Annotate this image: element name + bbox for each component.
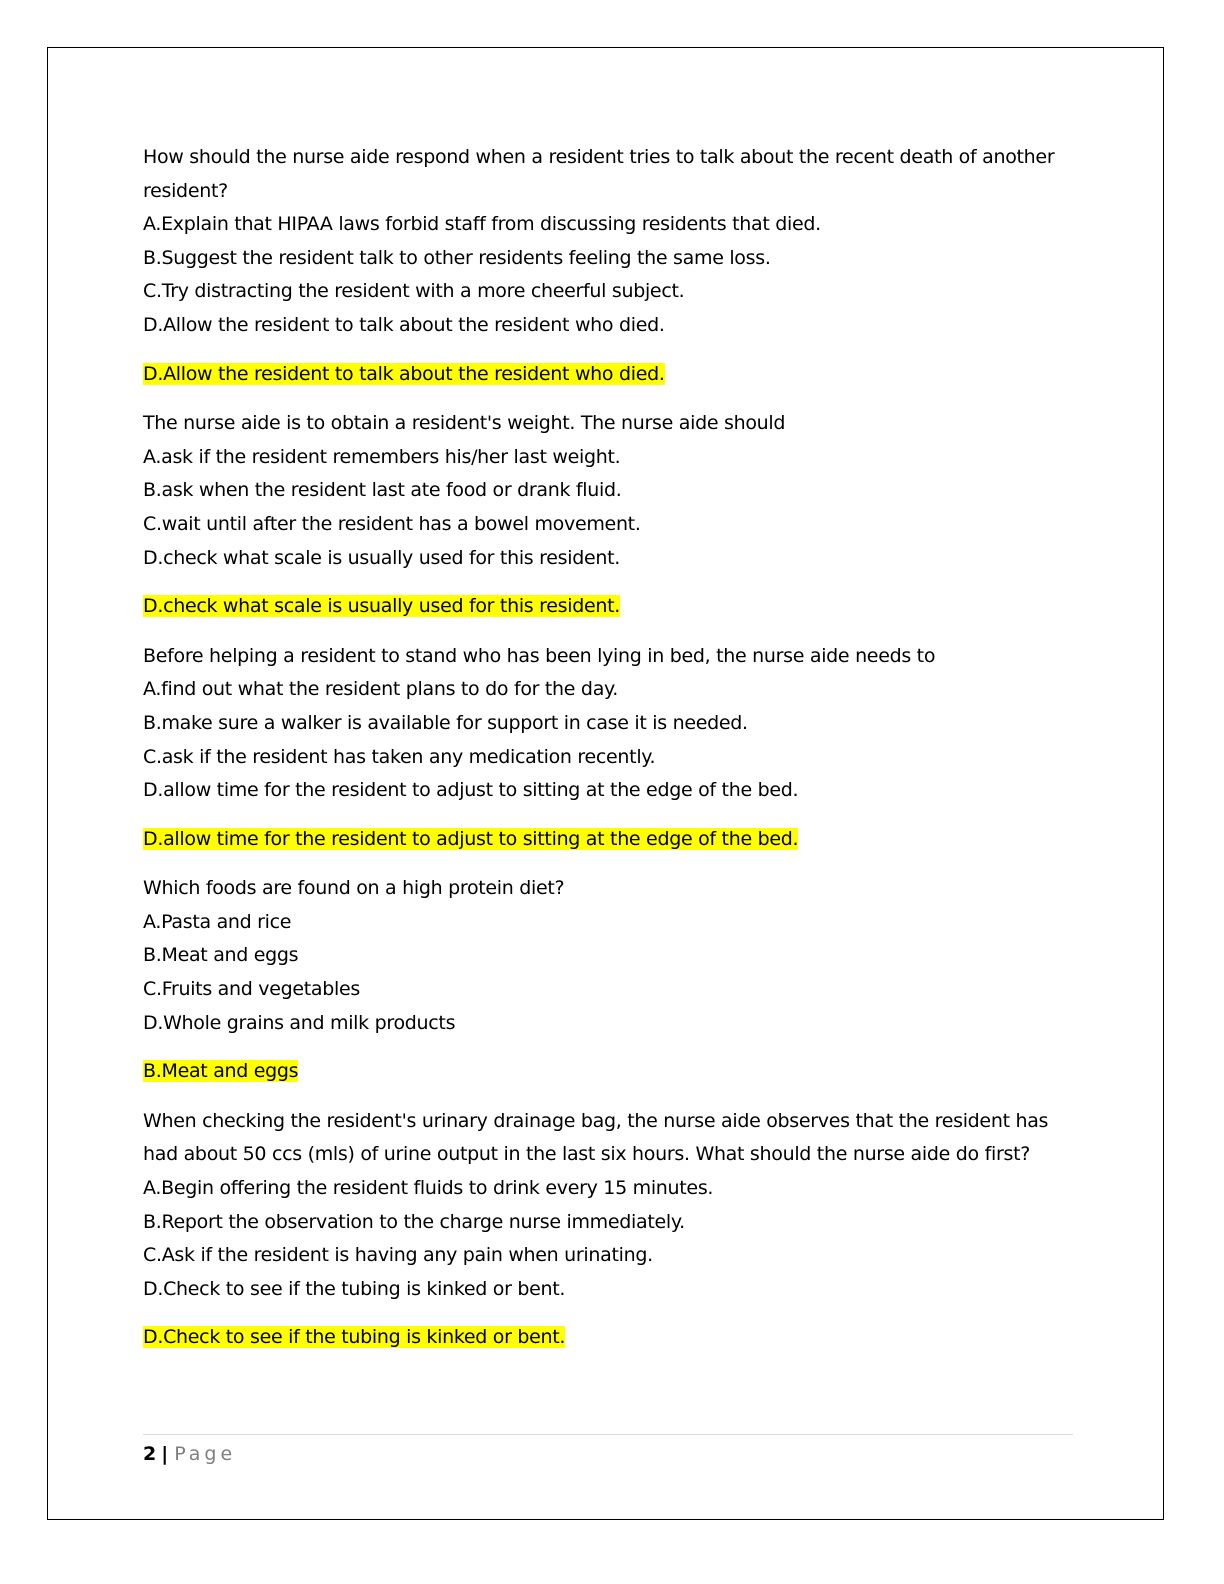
highlighted-answer: D.check what scale is usually used for this resident. bbox=[143, 595, 620, 618]
option-c: C.Ask if the resident is having any pain when urinating. bbox=[143, 1244, 653, 1267]
option-b: B.Report the observation to the charge nurse immediately. bbox=[143, 1210, 685, 1233]
option-a: A.find out what the resident plans to do for the day. bbox=[143, 678, 619, 701]
option-a: A.ask if the resident remembers his/her last weight. bbox=[143, 445, 621, 468]
option-c: C.wait until after the resident has a bowel movement. bbox=[143, 512, 641, 535]
option-d: D.check what scale is usually used for this resident. bbox=[143, 546, 620, 569]
question-text: Which foods are found on a high protein diet? bbox=[143, 877, 565, 900]
option-b: B.make sure a walker is available for support in case it is needed. bbox=[143, 711, 748, 734]
option-b: B.Suggest the resident talk to other residents feeling the same loss. bbox=[143, 246, 771, 269]
option-d: D.Whole grains and milk products bbox=[143, 1011, 456, 1034]
highlighted-answer: D.allow time for the resident to adjust to sitting at the edge of the bed. bbox=[143, 827, 799, 850]
question-block-1 bbox=[143, 141, 1073, 391]
question-text: How should the nurse aide respond when a resident tries to talk about the recent death of another resident? bbox=[143, 146, 1055, 202]
question-text: Before helping a resident to stand who has been lying in bed, the nurse aide needs to bbox=[143, 644, 936, 667]
page-number: 2 bbox=[143, 1443, 157, 1465]
footer-divider bbox=[143, 1434, 1073, 1435]
option-c: C.ask if the resident has taken any medication recently. bbox=[143, 745, 656, 768]
option-c: C.Try distracting the resident with a more cheerful subject. bbox=[143, 280, 685, 303]
highlighted-answer: B.Meat and eggs bbox=[143, 1060, 299, 1083]
answer-line bbox=[143, 1055, 1073, 1089]
option-d: D.Allow the resident to talk about the resident who died. bbox=[143, 313, 665, 336]
question-text: When checking the resident's urinary drainage bag, the nurse aide observes that the resident has had about 50 ccs (mls) of urine output in the last six hours. What should the nurse aide do first? bbox=[143, 1109, 1049, 1166]
answer-line bbox=[143, 358, 1073, 392]
option-b: B.ask when the resident last ate food or drank fluid. bbox=[143, 479, 622, 502]
option-d: D.allow time for the resident to adjust to sitting at the edge of the bed. bbox=[143, 779, 799, 802]
footer-separator: | bbox=[161, 1443, 169, 1465]
question-block-5 bbox=[143, 1105, 1073, 1355]
answer-line bbox=[143, 590, 1073, 624]
answer-line bbox=[143, 1321, 1073, 1355]
option-d: D.Check to see if the tubing is kinked or bent. bbox=[143, 1277, 566, 1300]
answer-line bbox=[143, 823, 1073, 857]
page-footer bbox=[143, 1440, 236, 1468]
option-a: A.Pasta and rice bbox=[143, 910, 292, 933]
question-block-2 bbox=[143, 407, 1073, 624]
highlighted-answer: D.Check to see if the tubing is kinked or bent. bbox=[143, 1326, 566, 1349]
question-block-4 bbox=[143, 872, 1073, 1089]
option-b: B.Meat and eggs bbox=[143, 944, 299, 967]
page-label: Page bbox=[174, 1443, 237, 1465]
document-body bbox=[143, 141, 1073, 1371]
highlighted-answer: D.Allow the resident to talk about the resident who died. bbox=[143, 362, 665, 385]
question-block-3 bbox=[143, 640, 1073, 857]
option-c: C.Fruits and vegetables bbox=[143, 978, 360, 1001]
option-a: A.Begin offering the resident fluids to drink every 15 minutes. bbox=[143, 1177, 714, 1200]
question-text: The nurse aide is to obtain a resident's weight. The nurse aide should bbox=[143, 412, 786, 435]
option-a: A.Explain that HIPAA laws forbid staff from discussing residents that died. bbox=[143, 213, 821, 236]
